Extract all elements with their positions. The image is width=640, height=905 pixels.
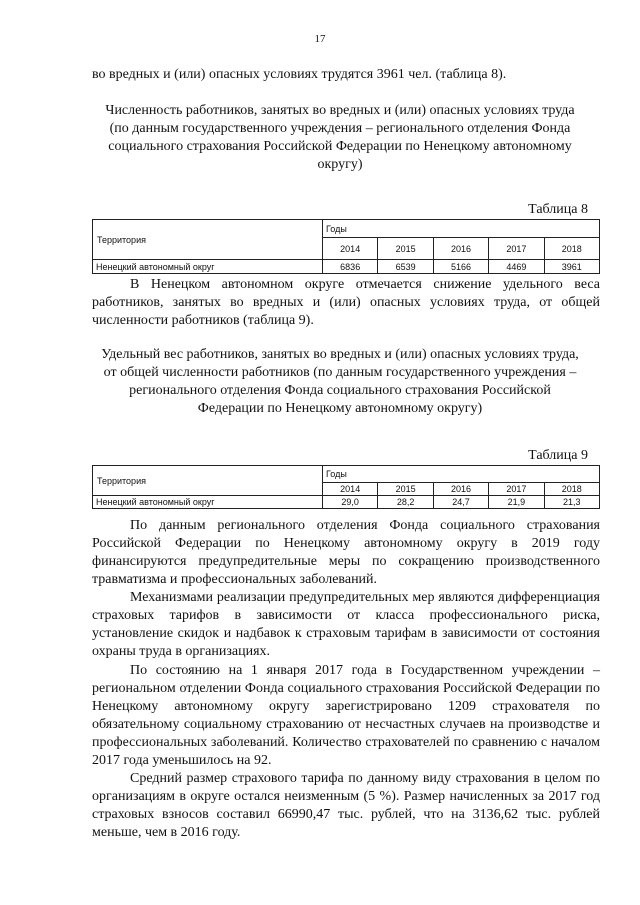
paragraph-5: Средний размер страхового тарифа по данному виду страхования в целом по организациям в округе остался неизменным (5 %). Размер начисленных за 2017 год страховых взносов составил 66990,47 тыс. рублей, что на 3136,62 тыс. рублей меньше, чем в 2016 году. (92, 771, 600, 840)
table-9-years-header: Годы (323, 466, 600, 483)
paragraph-3: Механизмами реализации предупредительных мер являются дифференциация страховых тарифов в зависимости от класса профессионального риска, установление скидок и надбавок к страховым тарифам в зависимости от состояния охраны труда в организациях. (92, 590, 600, 659)
table-row (93, 496, 600, 509)
table-9 (92, 465, 600, 509)
paragraph-4: По состоянию на 1 января 2017 года в Государственном учреждении – региональном отделении Фонда социального страхования Российской Федерации по Ненецкому автономному округу зарегистрировано 1209 страхователя по обязательному социальному страхованию от несчастных случаев на производстве и профессиональных заболеваний. Количество страхователей по сравнению с началом 2017 года уменьшилось на 92. (92, 663, 600, 768)
table-8-territory-header: Территория (93, 220, 323, 260)
table-8-label: Таблица 8 (528, 202, 588, 217)
table-row (93, 260, 600, 274)
table-9-value: 29,0 (323, 496, 378, 509)
table-8-years-header: Годы (323, 220, 600, 238)
heading-table-9: Удельный вес работников, занятых во вредных и (или) опасных условиях труда, от общей численности работников (по данным государственного учреждения – регионального отделения Фонда социального страхования Российской Федерации по Ненецкому автономному округу) (101, 347, 579, 416)
heading-table-8: Численность работников, занятых во вредных и (или) опасных условиях труда (по данным государственного учреждения – регионального отделения Фонда социального страхования Российской Федерации по Ненецкому автономному округу) (105, 103, 575, 172)
table-9-row-name: Ненецкий автономный округ (93, 496, 323, 509)
table-8-value: 3961 (544, 260, 599, 274)
table-8-value: 6539 (378, 260, 433, 274)
table-8-year: 2014 (323, 238, 378, 260)
table-9-value: 24,7 (433, 496, 488, 509)
table-8-year: 2015 (378, 238, 433, 260)
table-9-year: 2018 (544, 483, 599, 496)
table-8-value: 6836 (323, 260, 378, 274)
table-8-value: 4469 (489, 260, 544, 274)
table-8-year: 2016 (433, 238, 488, 260)
table-8-value: 5166 (433, 260, 488, 274)
table-9-year: 2014 (323, 483, 378, 496)
table-8 (92, 219, 600, 274)
table-9-value: 21,3 (544, 496, 599, 509)
paragraph-1: В Ненецком автономном округе отмечается снижение удельного веса работников, занятых во вредных и (или) опасных условиях труда, от общей численности работников (таблица 9). (92, 277, 600, 328)
page-number: 17 (314, 33, 326, 45)
table-9-year: 2017 (489, 483, 544, 496)
table-8-year: 2017 (489, 238, 544, 260)
table-8-year: 2018 (544, 238, 599, 260)
table-9-year: 2015 (378, 483, 433, 496)
table-8-row-name: Ненецкий автономный округ (93, 260, 323, 274)
table-9-territory-header: Территория (93, 466, 323, 496)
table-9-value: 28,2 (378, 496, 433, 509)
paragraph-2: По данным регионального отделения Фонда социального страхования Российской Федерации по Ненецкому автономному округу в 2019 году финансируются предупредительные меры по сокращению производственного травматизма и профессиональных заболеваний. (92, 518, 600, 587)
table-9-value: 21,9 (489, 496, 544, 509)
table-9-year: 2016 (433, 483, 488, 496)
intro-line: во вредных и (или) опасных условиях трудятся 3961 чел. (таблица 8). (92, 67, 507, 82)
table-9-label: Таблица 9 (528, 448, 588, 463)
